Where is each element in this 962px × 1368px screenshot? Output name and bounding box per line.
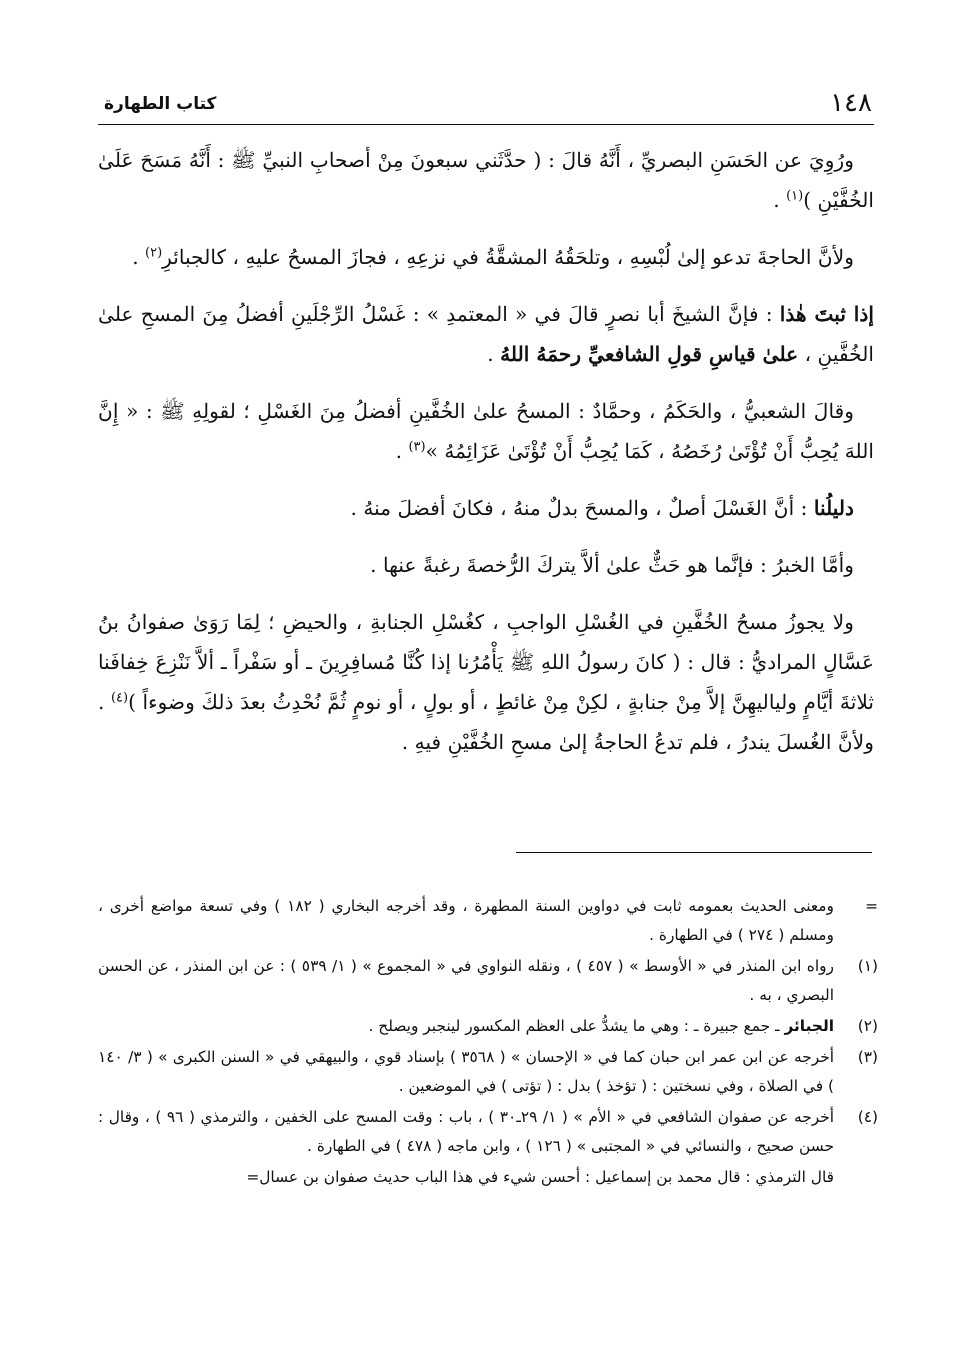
footnotes-section [98,892,878,1192]
footnote-last-text: قال الترمذي : قال محمد بن إسماعيل : أحسن شيء في هذا الباب حديث صفوان بن عسال [259,1168,834,1186]
paragraph-6-text: وأمَّا الخبرُ : فإنَّما هو حَثٌّ علىٰ ألاَّ يتركَ الرُّخصةَ رغبةً عنها . [370,553,854,577]
paragraph-2-text: ولأنَّ الحاجةَ تدعو إلىٰ لُبْسِهِ ، وتلحَقُهُ المشقَّةُ في نزعِهِ ، فجازَ المسحُ عليهِ ، كالجبائرِ [162,245,854,269]
paragraph-4 [98,391,874,471]
footnote-text: رواه ابن المنذر في « الأوسط » ( ٤٥٧ ) ، ونقله النواوي في « المجموع » ( ١/ ٥٣٩ ) : عن ابن المنذر ، عن الحسن البصري ، به . [98,957,834,1004]
paragraph-7-end: . ولأنَّ الغُسلَ يندرُ ، فلم تدعُ الحاجةُ إلىٰ مسحِ الخُفَّيْنِ فيهِ . [98,690,874,754]
paragraph-3-lead: إذا ثبتَ هٰذا [779,302,874,326]
footnote-item [98,1043,878,1101]
continuation-text: ومعنى الحديث بعمومه ثابت في دواوين السنة المطهرة ، وقد أخرجه البخاري ( ١٨٢ ) وفي تسعة مواضع أخرى ، ومسلم ( ٢٧٤ ) في الطهارة . [98,897,834,944]
page-number: ١٤٨ [830,88,872,118]
paragraph-6 [98,545,874,585]
paragraph-3-bold: علىٰ قياسِ قولِ الشافعيِّ رحمَهُ اللهُ [500,342,799,366]
footnote-text: ـ جمع جبيرة ـ : وهي ما يشدُّ على العظم المكسور لينجبر ويصلح . [368,1017,785,1035]
footnote-item [98,1103,878,1161]
paragraph-3 [98,294,874,374]
footnote-marker: (٣) [857,1048,878,1066]
page-header [98,86,874,125]
footnote-continuation [98,892,878,950]
paragraph-4-end: . [395,439,409,463]
paragraph-5-text: : أنَّ الغَسْلَ أصلٌ ، والمسحَ بدلٌ منهُ ، فكانَ أفضلَ منهُ . [350,496,814,520]
paragraph-5 [98,488,874,528]
paragraph-1 [98,140,874,220]
footnote-text: أخرجه عن ابن عمر ابن حبان كما في « الإحسان » ( ٣٥٦٨ ) بإسناد قوي ، والبيهقي في « السنن الكبرى » ( ٣/ ١٤٠ ) في الصلاة ، وفي نسختين : ( تؤخذ ) بدل : ( تؤتى ) في الموضعين . [98,1048,834,1095]
footnote-last-line [98,1163,878,1192]
footnote-item [98,952,878,1010]
paragraph-3-text: : فإنَّ الشيخَ أبا نصرٍ قالَ في « المعتمدِ » : غَسْلُ الرِّجْلَينِ أفضلُ مِنَ المسحِ علىٰ الخُفَّينِ ، [98,302,874,366]
paragraph-5-lead: دليلُنا [813,496,854,520]
paragraph-7-text: ولا يجوزُ مسحُ الخُفَّينِ في الغُسْلِ الواجبِ ، كغُسْلِ الجنابةِ ، والحيضِ ؛ لِمَا رَوَىٰ صفوانُ بنُ عَسَّالٍ المراديُّ : قال : ( كانَ رسولُ اللهِ ﷺ يَأْمُرُنا إذا كُنَّا مُسافِرِينَ ـ أو سَفْراً ـ ألاَّ نَنْزِعَ خِفافَنا ثلاثةَ أيَّامٍ ولياليهِنَّ إلاَّ مِنْ جنابةٍ ، لكِنْ مِنْ غائطٍ ، أو بولٍ ، أو نومٍ ثُمَّ نُحْدِثُ بعدَ ذلكَ وضوءاً ) [98,610,874,714]
paragraph-2 [98,237,874,277]
paragraph-2-end: . [132,245,146,269]
footnote-last-marker: = [246,1168,260,1186]
footnote-separator [516,852,872,853]
footnote-marker: (٢) [857,1017,878,1035]
continuation-marker: = [865,897,878,915]
paragraph-7 [98,602,874,762]
footnote-ref-3: (٣) [408,439,426,455]
footnote-lead: الجبائر [784,1017,834,1035]
paragraph-1-end: . [773,188,787,212]
footnote-ref-1: (١) [786,188,804,204]
paragraph-1-text: ورُوِيَ عن الحَسَنِ البصريِّ ، أَنَّهُ قالَ : ( حدَّثَني سبعونَ مِنْ أصحابِ النبيِّ ﷺ : أَنَّهُ مَسَحَ عَلَىٰ الخُفَّيْنِ ) [98,148,874,212]
footnote-text: أخرجه عن صفوان الشافعي في « الأم » ( ١/ ٢٩ـ٣٠ ) ، باب : وقت المسح على الخفين ، والترمذي ( ٩٦ ) ، وقال : حسن صحيح ، والنسائي في « المجتبى » ( ١٢٦ ) ، وابن ماجه ( ٤٧٨ ) في الطهارة . [98,1108,835,1155]
running-title: كتاب الطهارة [104,94,217,114]
footnote-marker: (٤) [857,1108,878,1126]
footnote-marker: (١) [857,957,878,975]
footnote-ref-2: (٢) [145,245,163,261]
footnote-ref-4: (٤) [110,690,129,706]
paragraph-3-end: . [487,342,501,366]
main-text [98,140,874,779]
footnote-item [98,1012,878,1041]
paragraph-4-text: وقالَ الشعبيُّ ، والحَكَمُ ، وحمَّادٌ : المسحُ علىٰ الخُفَّينِ أفضلُ مِنَ الغَسْلِ ؛ لقولِهِ ﷺ : « إِنَّ اللهَ يُحِبُّ أَنْ تُؤْتَىٰ رُخَصُهُ ، كَمَا يُحِبُّ أَنْ تُؤْتَىٰ عَزَائِمُهُ » [98,399,874,463]
